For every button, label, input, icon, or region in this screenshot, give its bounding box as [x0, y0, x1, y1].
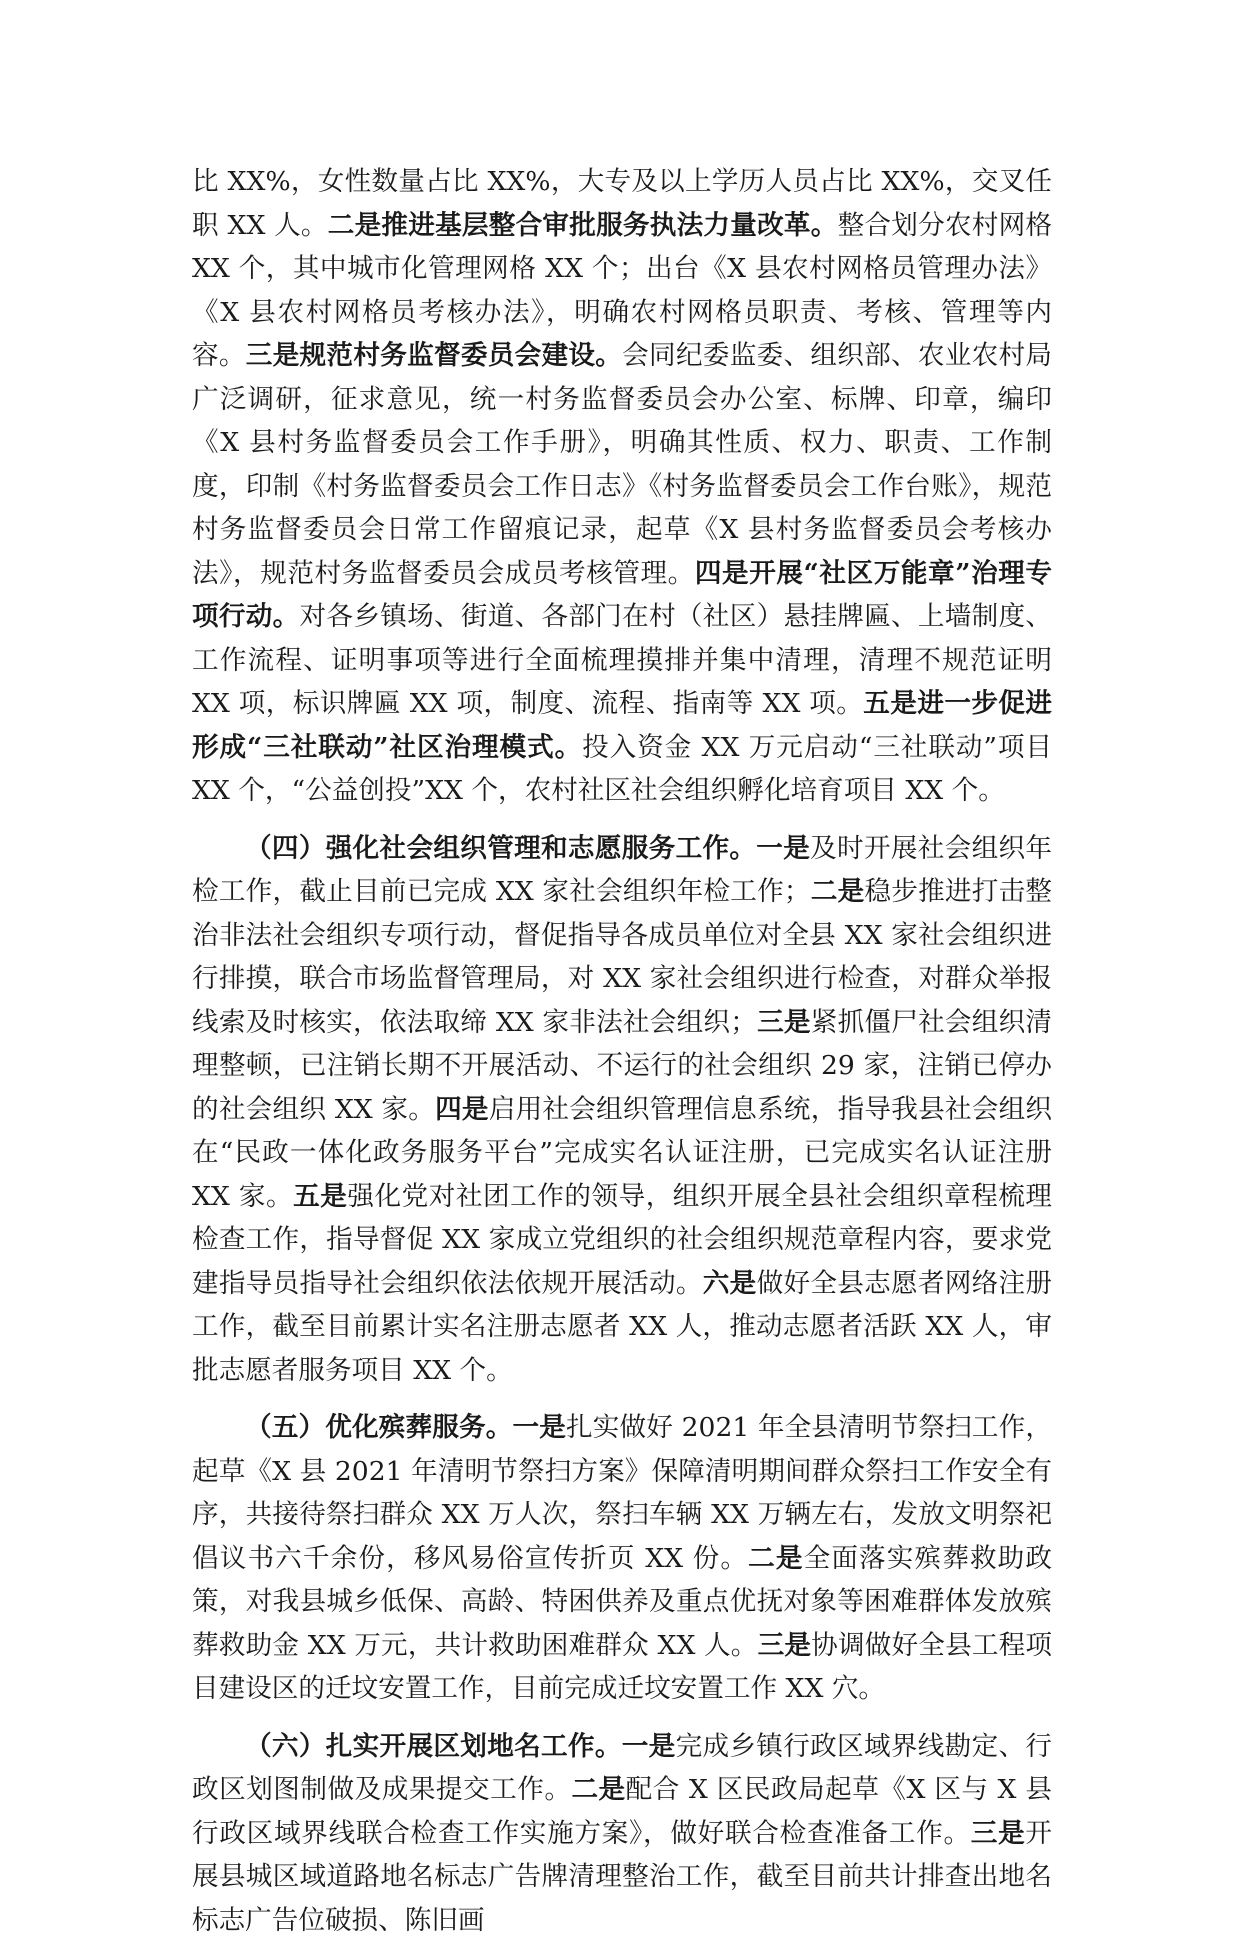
bold-heading-text: 三是规范村务监督委员会建设。 — [245, 340, 623, 371]
body-text: 投入资金 XX 万元启动“三社联动”项目 XX 个，“公益创投”XX 个，农村社区社会组织孵化培育项目 XX 个。 — [192, 731, 1053, 806]
body-text: 做好全县志愿者网络注册工作，截至目前累计实名注册志愿者 XX 人，推动志愿者活跃 XX 人，审批志愿者服务项目 XX 个。 — [192, 1267, 1053, 1386]
bold-heading-text: 二是推进基层整合审批服务执法力量改革。 — [327, 209, 838, 241]
bold-heading-text: 五是进一步促进形成“三社联动”社区治理模式。 — [192, 688, 1052, 763]
paragraph-continuation — [192, 160, 1052, 813]
body-text: 配合 X 区民政局起草《X 区与 X 县行政区域界线联合检查工作实施方案》，做好联合检查准备工作。 — [192, 1774, 1053, 1849]
bold-heading-text: 三是 — [970, 1817, 1026, 1849]
bold-heading-text: （四）强化社会组织管理和志愿服务工作。一是 — [245, 832, 811, 864]
body-text: 稳步推进打击整治非法社会组织专项行动，督促指导各成员单位对全县 XX 家社会组织进行排摸，联合市场监督管理局，对 XX 家社会组织进行检查，对群众举报线索及时核实，依法取缔 XX 家非法社会组织； — [192, 876, 1052, 1038]
document-page — [192, 160, 1052, 1956]
bold-heading-text: 三是 — [756, 1006, 811, 1038]
body-text: 完成乡镇行政区域界线勘定、行政区划图制做及成果提交工作。 — [192, 1730, 1053, 1805]
body-text: 协调做好全县工程项目建设区的迁坟安置工作，目前完成迁坟安置工作 XX 穴。 — [192, 1629, 1053, 1704]
paragraph-funeral-services — [192, 1406, 1052, 1711]
bold-heading-text: 六是 — [702, 1267, 757, 1299]
body-text: 启用社会组织管理信息系统，指导我县社会组织在“民政一体化政务服务平台”完成实名认证注册，已完成实名认证注册 XX 家。 — [192, 1093, 1052, 1212]
body-text: 对各乡镇场、街道、各部门在村（社区）悬挂牌匾、上墙制度、工作流程、证明事项等进行全面梳理摸排并集中清理，清理不规范证明 XX 项，标识牌匾 XX 项，制度、流程、指南等 XX 项。 — [192, 601, 1053, 719]
bold-heading-text: 二是 — [571, 1774, 626, 1805]
body-text: 及时开展社会组织年检工作，截止目前已完成 XX 家社会组织年检工作； — [192, 832, 1053, 907]
bold-heading-text: 五是 — [293, 1180, 348, 1212]
bold-heading-text: 四是 — [435, 1093, 489, 1125]
body-text: 全面落实殡葬救助政策，对我县城乡低保、高龄、特困供养及重点优抚对象等困难群体发放殡葬救助金 XX 万元，共计救助困难群众 XX 人。 — [192, 1542, 1053, 1661]
body-text: 扎实做好 2021 年全县清明节祭扫工作，起草《X 县 2021 年清明节祭扫方案》保障清明期间群众祭扫工作安全有序，共接待祭扫群众 XX 万人次，祭扫车辆 XX 万辆左右，发放文明祭祀倡议书六千余份，移风易俗宣传折页 XX 份。 — [192, 1412, 1052, 1574]
bold-heading-text: （五）优化殡葬服务。一是 — [245, 1412, 566, 1443]
body-text: 强化党对社团工作的领导，组织开展全县社会组织章程梳理检查工作，指导督促 XX 家成立党组织的社会组织规范章程内容，要求党建指导员指导社会组织依法依规开展活动。 — [192, 1180, 1052, 1299]
bold-heading-text: 三是 — [757, 1629, 812, 1661]
body-text: 会同纪委监委、组织部、农业农村局广泛调研，征求意见，统一村务监督委员会办公室、标牌、印章，编印《X 县村务监督委员会工作手册》，明确其性质、权力、职责、工作制度，印制《村务监督委员会工作日志》《村务监督委员会工作台账》，规范村务监督委员会日常工作留痕记录，起草《X 县村务监督委员会考核办法》，规范村务监督委员会成员考核管理。 — [192, 340, 1053, 589]
bold-heading-text: （六）扎实开展区划地名工作。一是 — [245, 1730, 676, 1762]
paragraph-place-names — [192, 1725, 1052, 1943]
body-text: 比 XX%，女性数量占比 XX%，大专及以上学历人员占比 XX%，交叉任职 XX 人。 — [192, 166, 1052, 241]
body-text: 紧抓僵尸社会组织清理整顿，已注销长期不开展活动、不运行的社会组织 29 家，注销已停办的社会组织 XX 家。 — [192, 1006, 1053, 1125]
bold-heading-text: 二是 — [810, 876, 865, 907]
body-text: 整合划分农村网格 XX 个，其中城市化管理网格 XX 个；出台《X 县农村网格员管理办法》《X 县农村网格员考核办法》，明确农村网格员职责、考核、管理等内容。 — [192, 209, 1053, 371]
bold-heading-text: 四是开展“社区万能章”治理专项行动。 — [192, 557, 1053, 632]
body-text: 开展县城区域道路地名标志广告牌清理整治工作，截至目前共计排查出地名标志广告位破损、陈旧画 — [192, 1817, 1053, 1936]
bold-heading-text: 二是 — [748, 1542, 804, 1574]
paragraph-social-organizations — [192, 827, 1052, 1393]
